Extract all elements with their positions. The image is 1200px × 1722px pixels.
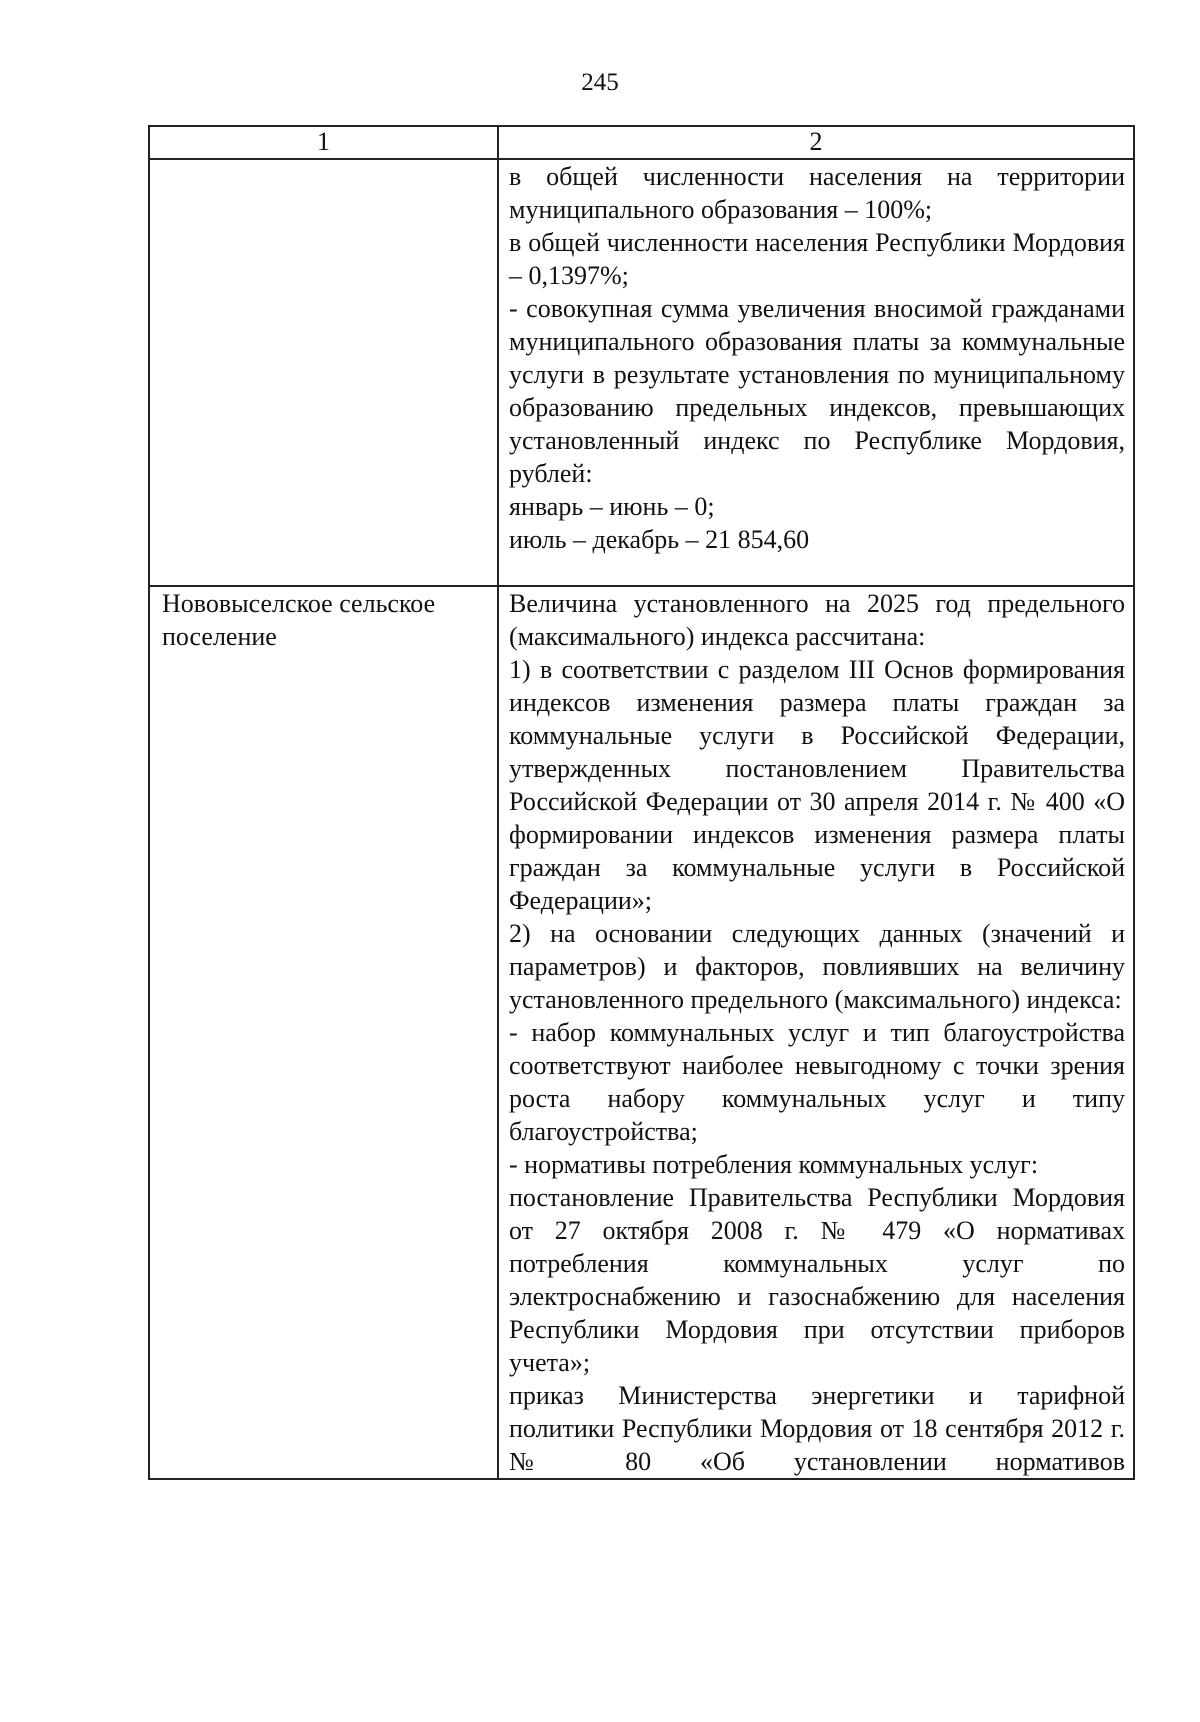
page-number: 245 (581, 69, 619, 96)
paragraph: постановление Правительства Республики Мордовия от 27 октября 2008 г. № 479 «О нормативах потребления коммунальных услуг по электроснабжению и газоснабжению для населения Республики Мордовия при отсутствии приборов учета»; (509, 1183, 1125, 1377)
description-cell (498, 159, 1134, 586)
table-row (149, 159, 1134, 586)
paragraph: 1) в соответствии с разделом III Основ формирования индексов изменения размера платы граждан за коммунальные услуги в Российской Федерации, утвержденных постановлением Правительства Российской Федерации от 30 апреля 2014 г. № 400 «О формировании индексов изменения размера платы граждан за коммунальные услуги в Российской Федерации»; (509, 655, 1125, 915)
index-table (148, 125, 1135, 1480)
paragraph: приказ Министерства энергетики и тарифной политики Республики Мордовия от 18 сентября 2012 г. № 80 «Об установлении нормативов (509, 1381, 1125, 1476)
municipality-cell: Нововыселское сельское поселение (149, 586, 498, 1479)
paragraph: - совокупная сумма увеличения вносимой гражданами муниципального образования платы за коммунальные услуги в результате установления по муниципальному образованию предельных индексов, превышающих установленный индекс по Республике Мордовия, рублей: (509, 294, 1125, 488)
paragraph: - набор коммунальных услуг и тип благоустройства соответствуют наиболее невыгодному с точки зрения роста набору коммунальных услуг и типу благоустройства; (509, 1018, 1125, 1146)
paragraph: в общей численности населения на территории муниципального образования – 100%; (509, 162, 1125, 224)
table-header-row (149, 126, 1134, 159)
column-header-1: 1 (149, 126, 498, 159)
description-cell (498, 586, 1134, 1479)
paragraph: Величина установленного на 2025 год предельного (максимального) индекса рассчитана: (509, 589, 1125, 651)
paragraph: 2) на основании следующих данных (значений и параметров) и факторов, повлиявших на величину установленного предельного (максимального) индекса: (509, 919, 1125, 1014)
municipality-cell (149, 159, 498, 586)
paragraph: в общей численности населения Республики Мордовия – 0,1397%; (509, 228, 1125, 290)
paragraph: январь – июнь – 0; (509, 492, 715, 521)
paragraph: июль – декабрь – 21 854,60 (509, 525, 810, 554)
column-header-2: 2 (498, 126, 1134, 159)
table-row (149, 586, 1134, 1479)
paragraph: - нормативы потребления коммунальных услуг: (509, 1150, 1039, 1179)
